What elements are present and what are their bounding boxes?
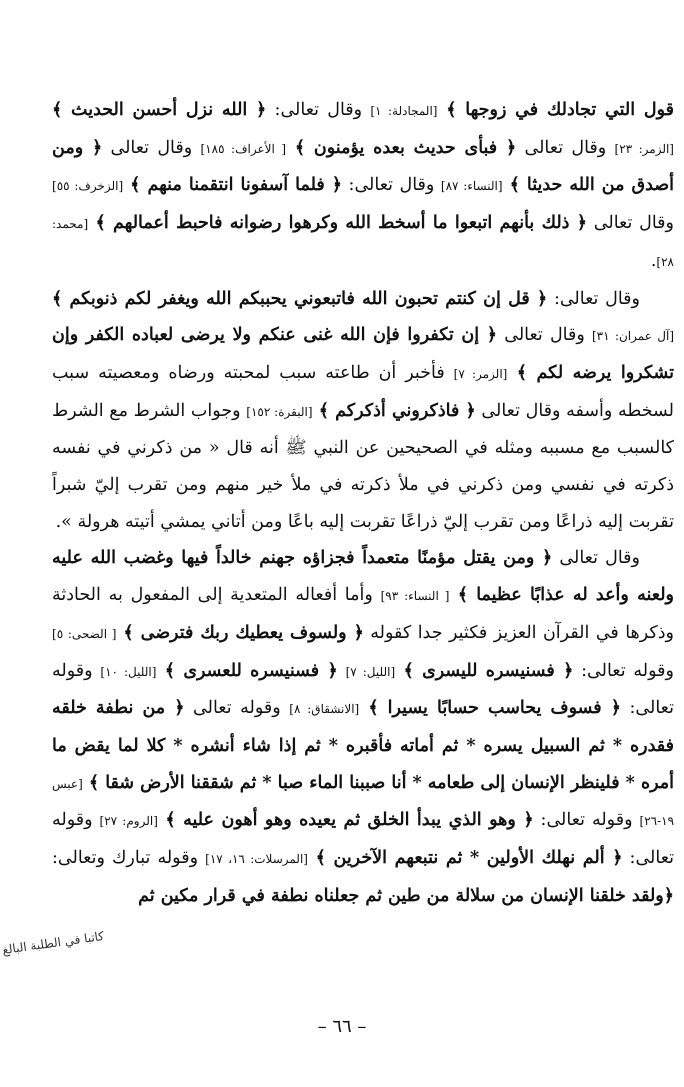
quran-verse: ﴿ فاذكروني أذكركم ﴾ xyxy=(312,400,476,421)
body-text: وقوله تبارك وتعالى: xyxy=(52,848,206,869)
body-text: وقال تعالى xyxy=(516,137,615,158)
verse-reference: [آل عمران: ٣١] xyxy=(591,329,674,344)
verse-reference: [الليل: ١٠] xyxy=(100,664,157,679)
verse-reference: [الليل: ٧] xyxy=(345,664,396,679)
body-text: وقوله تعالى: xyxy=(533,810,640,831)
verse-reference: [الزمر: ٢٣] xyxy=(614,141,674,156)
quran-verse: ﴿ إن تكفروا فإن الله غنى عنكم ولا يرضى لعباده الكفر وإن تشكروا يرضه لكم ﴾ xyxy=(52,325,674,383)
quran-verse: ﴿ فسنيسره لليسرى ﴾ xyxy=(395,660,574,681)
body-text: وقال تعالى: xyxy=(266,100,371,120)
quran-verse: ﴿ قل إن كنتم تحبون الله فاتبعوني يحببكم الله ويغفر لكم ذنوبكم ﴾ xyxy=(52,288,548,309)
paragraph xyxy=(52,540,674,914)
body-text: وجواب الشرط مع الشرط كالسبب مع مسببه ومثله في الصحيحين عن النبي ﷺ أنه قال « من ذكرني في نفسه ذكرته في نفسي ومن ذكرني في ملأ ذكرته في ملأ خير منهم ومن تقرب إليّ شبراً تقربت إليه ذراعًا ومن تقرب إليّ ذراعًا تقربت إليه باعًا ومن أتاني يمشي أتيته هرولة ». xyxy=(52,400,674,532)
quran-verse: ﴿ ومن يقتل مؤمنًا متعمداً فجزاؤه جهنم خالداً فيها وغضب الله عليه ولعنه وأعد له عذابًا عظيما ﴾ xyxy=(52,548,674,606)
main-text xyxy=(52,92,674,914)
body-text: وقوله تعالى: xyxy=(52,810,675,869)
quran-verse: ﴿ من نطفة خلقه فقدره * ثم السبيل يسره * ثم أماته فأقبره * ثم إذا شاء أنشره * كلا لما يقض ما أمره * فلينظر الإنسان إلى طعامه * أنا صببنا الماء صبا * ثم شققنا الأرض شقا ﴾ xyxy=(52,698,674,793)
verse-reference: [ الضحى: ٥] xyxy=(52,626,117,641)
body-text: وقال تعالى: xyxy=(547,288,641,309)
body-text: وقال تعالى xyxy=(552,548,640,569)
body-text: . xyxy=(650,250,657,271)
verse-reference: [محمد: ٢٨] xyxy=(52,217,674,269)
quran-verse: ﴿ ذلك بأنهم اتبعوا ما أسخط الله وكرهوا رضوانه فاحبط أعمالهم ﴾ xyxy=(88,213,588,234)
body-text: وأما أفعاله المتعدية إلى المفعول به الحادثة وذكرها في القرآن العزيز فكثير جدا كقوله xyxy=(52,585,675,643)
quran-verse: ﴿ فبأى حديث بعده يؤمنون ﴾ xyxy=(286,137,517,158)
verse-reference: [الزخرف: ٥٥] xyxy=(52,179,124,194)
quran-verse: ﴿ فسنيسره للعسرى ﴾ xyxy=(156,660,338,681)
body-text xyxy=(338,661,346,681)
body-text: وقال تعالى xyxy=(587,213,674,234)
quran-verse: ﴿ وهو الذي يبدأ الخلق ثم يعيده وهو أهون عليه ﴾ xyxy=(157,810,534,831)
body-text: وقوله تعالى xyxy=(184,698,290,719)
verse-reference: [المجادلة: ١] xyxy=(370,104,438,118)
handwritten-margin-note: كاتبا في الطلبة البالغ xyxy=(1,928,105,958)
verse-reference: [النساء: ٨٧] xyxy=(440,179,503,194)
page-number: – ٦٦ – xyxy=(317,1016,367,1037)
quran-verse: ﴿ ألم نهلك الأولين * ثم نتبعهم الآخرين ﴾ xyxy=(307,848,623,869)
verse-reference: [الزمر: ٧] xyxy=(453,366,508,381)
body-text: وقال تعالى: xyxy=(342,175,441,196)
quran-verse: ﴿ ولسوف يعطيك ربك فترضى ﴾ xyxy=(116,622,364,643)
verse-reference: [عبس ١٩-٢٦] xyxy=(52,776,675,829)
quran-verse: ﴿ الله نزل أحسن الحديث ﴾ xyxy=(52,100,267,120)
body-text: وقال تعالى xyxy=(497,325,592,346)
verse-reference: [الروم: ٢٧] xyxy=(99,814,158,829)
quran-verse: ﴿ فلما آسفونا انتقمنا منهم ﴾ xyxy=(123,175,343,196)
body-text: وقوله تعالى: xyxy=(573,660,674,681)
quran-verse: ﴿ولقد خلقنا الإنسان من سلالة من طين ثم جعلناه نطفة في قرار مكين ثم xyxy=(138,885,674,906)
verse-reference: [الانشقاق: ٨] xyxy=(289,702,360,717)
body-text: فأخبر أن طاعته سبب لمحبته ورضاه ومعصيته سبب لسخطه وأسفه وقال تعالى xyxy=(52,362,674,421)
verse-reference: [ النساء: ٩٣] xyxy=(380,589,450,604)
verse-reference: [البقرة: ١٥٢] xyxy=(246,404,313,419)
quran-verse: ﴿ فسوف يحاسب حسابًا يسيرا ﴾ xyxy=(359,698,621,719)
body-text: وقوله تعالى: xyxy=(52,660,674,719)
quran-verse: قول التي تجادلك في زوجها ﴾ xyxy=(437,100,674,120)
paragraph xyxy=(52,92,674,281)
verse-reference: [المرسلات: ١٦، ١٧] xyxy=(205,852,308,867)
body-text: وقال تعالى xyxy=(102,137,201,158)
quran-verse: ﴿ ومن أصدق من الله حديثا ﴾ xyxy=(52,137,674,196)
verse-reference: [ الأعراف: ١٨٥] xyxy=(200,141,287,156)
paragraph xyxy=(52,281,674,541)
